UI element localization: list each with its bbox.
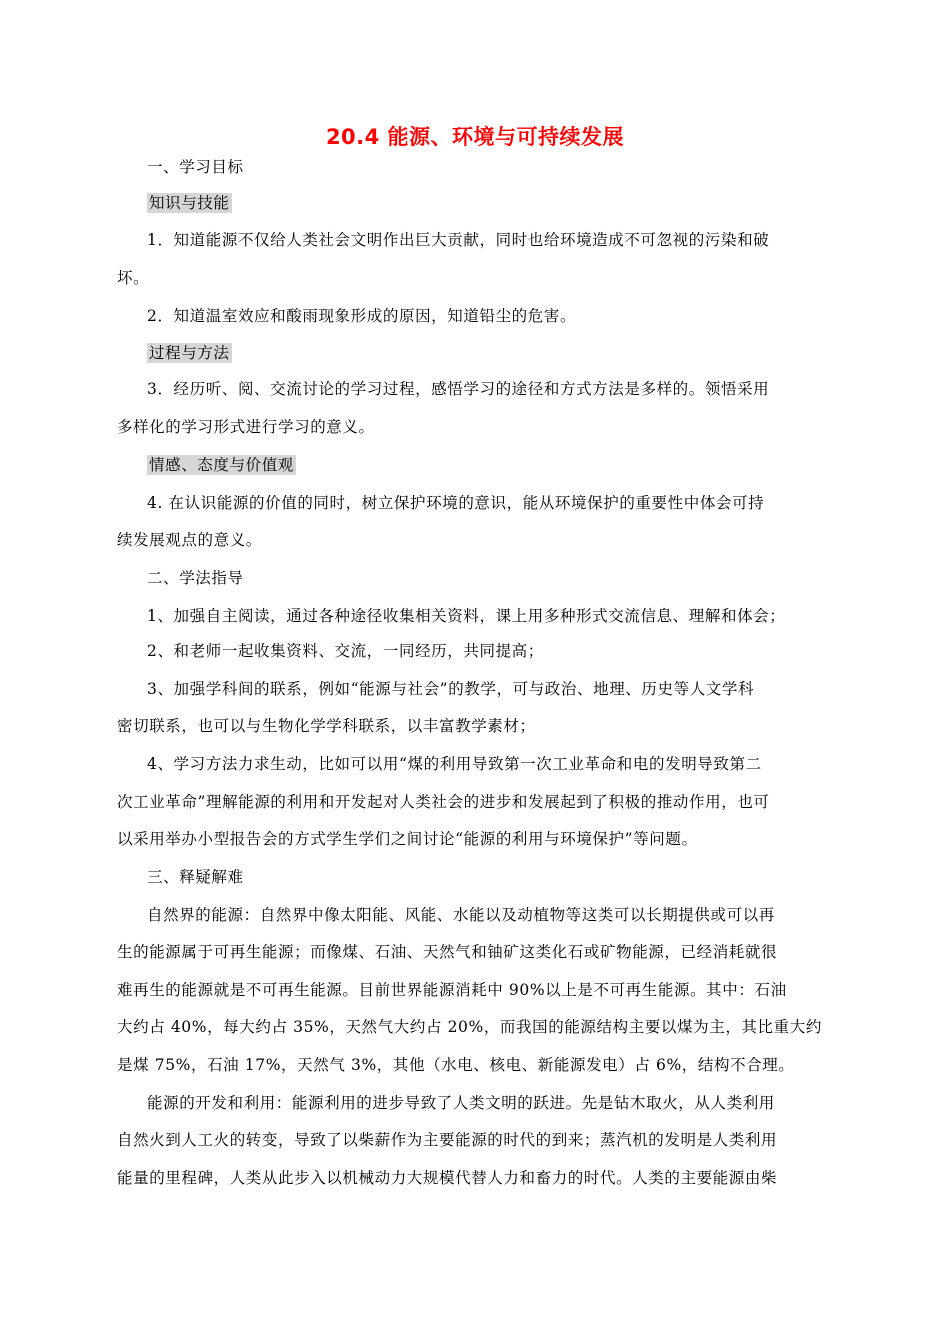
- subheading-knowledge-skills: [117, 190, 867, 216]
- paragraph-line: 次工业革命”理解能源的利用和开发起对人类社会的进步和发展起到了积极的推动作用，也可: [117, 793, 770, 811]
- paragraph-line: 坏。: [117, 269, 150, 287]
- subheading-attitude-values: [117, 452, 867, 478]
- paragraph-line: 难再生的能源就是不可再生能源。目前世界能源消耗中 90%以上是不可再生能源。其中：石油: [117, 981, 787, 999]
- document-title: 20.4 能源、环境与可持续发展: [325, 125, 625, 149]
- paragraph-line: 自然火到人工火的转变，导致了以柴薪作为主要能源的时代的到来；蒸汽机的发明是人类利用: [117, 1131, 778, 1149]
- subheading-label: 情感、态度与价值观: [149, 456, 294, 474]
- paragraph-line: 续发展观点的意义。: [117, 531, 262, 549]
- paragraph-line: 2．知道温室效应和酸雨现象形成的原因，知道铅尘的危害。: [147, 307, 577, 325]
- paragraph-line: 1．知道能源不仅给人类社会文明作出巨大贡献，同时也给环境造成不可忽视的污染和破: [147, 231, 770, 249]
- paragraph-line: 3、加强学科间的联系，例如“能源与社会”的教学，可与政治、地理、历史等人文学科: [147, 680, 755, 698]
- section-heading-difficulties: 三、释疑解难: [147, 868, 244, 886]
- paragraph-line: 1、加强自主阅读，通过各种途径收集相关资料，课上用多种形式交流信息、理解和体会；: [147, 607, 786, 625]
- paragraph-line: 是煤 75%，石油 17%，天然气 3%，其他（水电、核电、新能源发电）占 6%，结构不合理。: [117, 1056, 795, 1074]
- paragraph-line: 大约占 40%，每大约占 35%，天然气大约占 20%，而我国的能源结构主要以煤为主，其比重大约: [117, 1018, 822, 1036]
- paragraph-line: 能源的开发和利用：能源利用的进步导致了人类文明的跃进。先是钻木取火，从人类利用: [147, 1094, 775, 1112]
- paragraph-line: 自然界的能源：自然界中像太阳能、风能、水能以及动植物等这类可以长期提供或可以再: [147, 906, 775, 924]
- paragraph-line: 4. 在认识能源的价值的同时，树立保护环境的意识，能从环境保护的重要性中体会可持: [147, 494, 765, 512]
- paragraph-line: 多样化的学习形式进行学习的意义。: [117, 418, 375, 436]
- subheading-label: 过程与方法: [149, 344, 230, 362]
- paragraph-line: 2、和老师一起收集资料、交流，一同经历，共同提高；: [147, 642, 544, 660]
- paragraph-line: 能量的里程碑，人类从此步入以机械动力大规模代替人力和畜力的时代。人类的主要能源由柴: [117, 1169, 778, 1187]
- subheading-label: 知识与技能: [149, 194, 230, 212]
- section-heading-methods: 二、学法指导: [147, 569, 244, 587]
- paragraph-line: 以采用举办小型报告会的方式学生学们之间讨论“能源的利用与环境保护”等问题。: [117, 830, 698, 848]
- paragraph-line: 4、学习方法力求生动，比如可以用“煤的利用导致第一次工业革命和电的发明导致第二: [147, 755, 762, 773]
- paragraph-line: 密切联系，也可以与生物化学学科联系，以丰富教学素材；: [117, 717, 536, 735]
- paragraph-line: 生的能源属于可再生能源；而像煤、石油、天然气和铀矿这类化石或矿物能源，已经消耗就很: [117, 943, 778, 961]
- section-heading-objectives: 一、学习目标: [147, 158, 244, 176]
- subheading-process-method: [117, 340, 867, 366]
- paragraph-line: 3．经历听、阅、交流讨论的学习过程，感悟学习的途径和方式方法是多样的。领悟采用: [147, 380, 770, 398]
